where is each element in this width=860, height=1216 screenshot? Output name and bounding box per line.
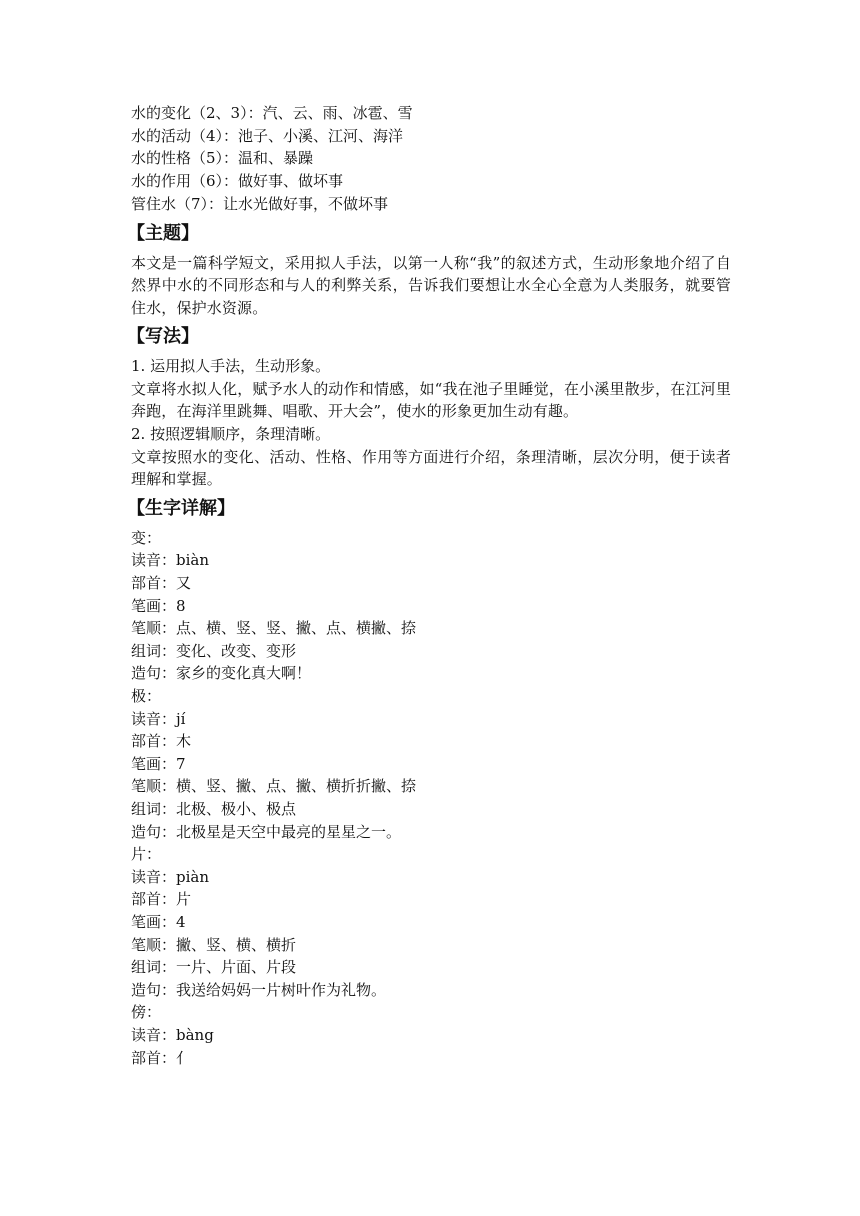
character-entry-bian (131, 527, 731, 685)
writing-point-1-text: 文章将水拟人化，赋予水人的动作和情感，如“我在池子里睡觉，在小溪里散步，在江河里奔跑，在海洋里跳舞、唱歌、开大会”，使水的形象更加生动有趣。 (131, 379, 731, 421)
characters-heading: 【生字详解】 (127, 497, 235, 519)
character-pinyin: 读音：bàng (131, 1025, 214, 1044)
character-pinyin: 读音：piàn (131, 867, 210, 886)
theme-paragraph: 本文是一篇科学短文，采用拟人手法，以第一人称“我”的叙述方式，生动形象地介绍了自然界中水的不同形态和与人的利弊关系，告诉我们要想让水全心全意为人类服务，就要管住水，保护水资源。 (131, 253, 731, 317)
overview-line: 管住水（7）：让水光做好事，不做坏事 (131, 194, 389, 213)
character-strokes: 笔画：8 (131, 596, 186, 615)
character-stroke-order: 笔顺：点、横、竖、竖、撇、点、横撇、捺 (131, 619, 417, 638)
writing-point-2: 2. 按照逻辑顺序，条理清晰。 (131, 425, 331, 444)
character-words: 组词：变化、改变、变形 (131, 641, 297, 660)
document-page (127, 102, 731, 1069)
character-radical: 部首：亻 (131, 1048, 192, 1067)
overview-line: 水的变化（2、3）：汽、云、雨、冰雹、雪 (131, 104, 413, 122)
theme-heading: 【主题】 (127, 222, 199, 244)
character-stroke-order: 笔顺：撇、竖、横、横折 (131, 935, 297, 954)
writing-point-2-text: 文章按照水的变化、活动、性格、作用等方面进行介绍，条理清晰，层次分明，便于读者理解和掌握。 (131, 447, 731, 489)
character-stroke-order: 笔顺：横、竖、撇、点、撇、横折折撇、捺 (131, 777, 417, 796)
character-sentence: 造句：我送给妈妈一片树叶作为礼物。 (131, 980, 387, 999)
character-words: 组词：北极、极小、极点 (131, 799, 297, 818)
character-title: 极： (131, 687, 162, 706)
character-sentence: 造句：家乡的变化真大啊！ (131, 664, 312, 683)
character-strokes: 笔画：7 (131, 754, 186, 773)
character-entry-pian (131, 843, 731, 1001)
overview-section (131, 102, 731, 216)
overview-line: 水的活动（4）：池子、小溪、江河、海洋 (131, 126, 404, 145)
character-entry-ji (131, 685, 731, 843)
character-pinyin: 读音：jí (131, 709, 186, 728)
character-pinyin: 读音：biàn (131, 551, 210, 570)
overview-line: 水的性格（5）：温和、暴躁 (131, 149, 314, 168)
character-sentence: 造句：北极星是天空中最亮的星星之一。 (131, 822, 402, 841)
writing-point-1: 1. 运用拟人手法，生动形象。 (131, 357, 331, 376)
character-title: 傍： (131, 1003, 162, 1022)
overview-line: 水的作用（6）：做好事、做坏事 (131, 172, 344, 191)
character-radical: 部首：又 (131, 574, 192, 593)
character-title: 片： (131, 845, 162, 864)
character-radical: 部首：木 (131, 732, 192, 751)
character-radical: 部首：片 (131, 890, 192, 909)
character-strokes: 笔画：4 (131, 912, 186, 931)
character-words: 组词：一片、片面、片段 (131, 958, 297, 977)
character-entry-bang (131, 1001, 731, 1069)
character-title: 变： (131, 528, 162, 547)
writing-heading: 【写法】 (127, 326, 199, 348)
